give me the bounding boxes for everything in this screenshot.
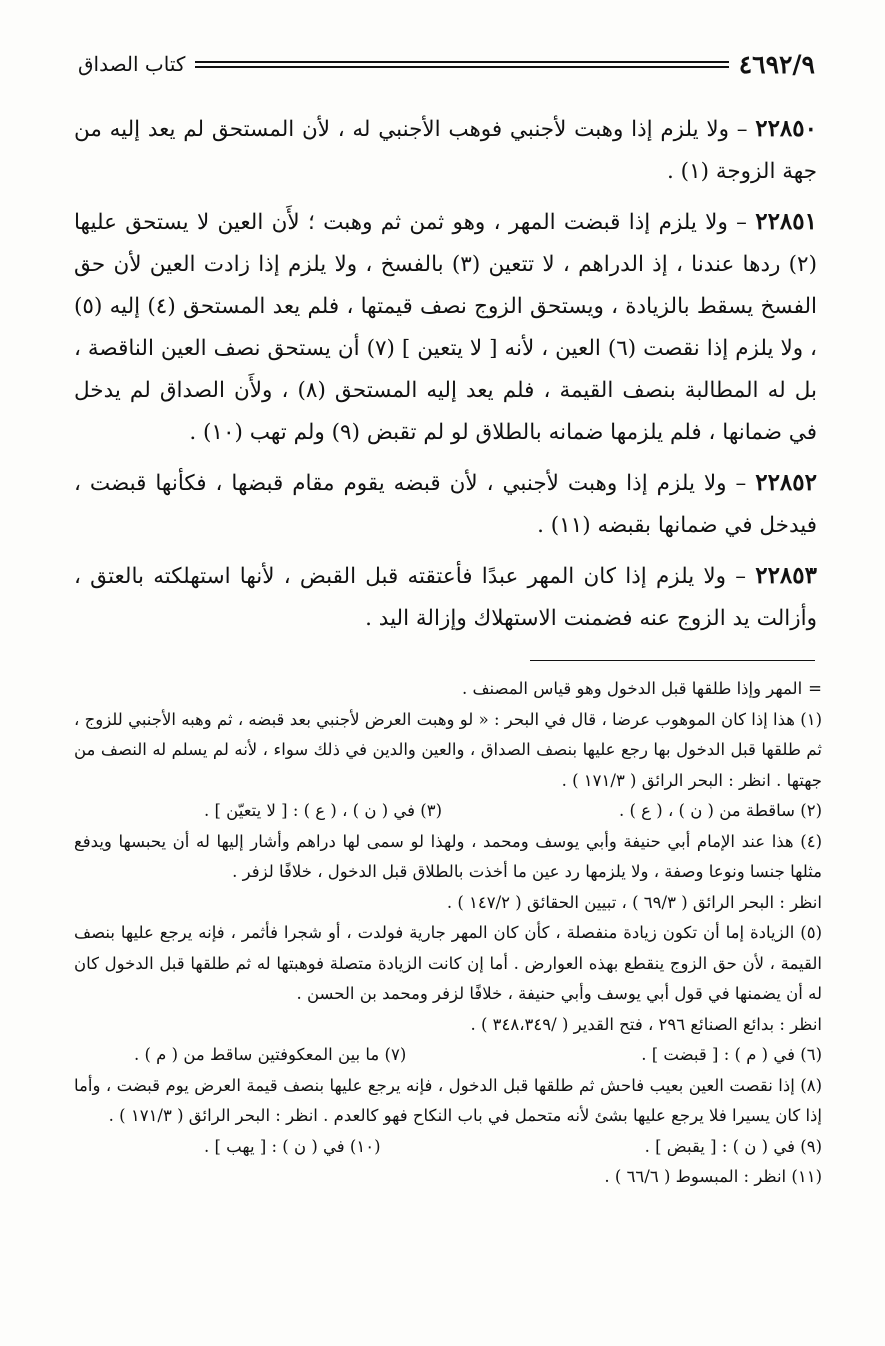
footnotes xyxy=(74,674,822,1193)
running-header xyxy=(78,44,815,84)
paragraph-text: – ولا يلزم إذا وهبت لأجنبي فوهب الأجنبي له ، لأن المستحق لم يعد إليه من جهة الزوجة (١) . xyxy=(74,117,817,184)
page-number: ٤٦٩٢/٩ xyxy=(738,49,815,79)
paragraph-text: – ولا يلزم إذا وهبت لأجنبي ، لأن قبضه يقوم مقام قبضها ، فكأنها قبضت ، فيدخل في ضمانها بقبضه (١١) . xyxy=(74,471,817,538)
paragraph-22853 xyxy=(74,555,817,640)
footnote-4-reference: انظر : البحر الرائق ( ٦٩/٣ ) ، تبيين الحقائق ( ١٤٧/٢ ) . xyxy=(446,892,822,912)
footnote-5-reference: انظر : بدائع الصنائع ٢٩٦ ، فتح القدير ( /٣٤٨،٣٤٩ ) . xyxy=(470,1014,822,1034)
header-rule xyxy=(195,61,728,68)
book-title: كتاب الصداق xyxy=(78,52,186,76)
paragraph-number: ٢٢٨٥١ xyxy=(755,208,817,235)
footnote-4: (٤) هذا عند الإمام أبي حنيفة وأبي يوسف ومحمد ، ولهذا لو سمى لها دراهم وأشار إليها له أن يحبسها ويدفع مثلها جنسا ونوعا وصفة ، ولا يلزمها رد عين ما أخذت بالطلاق قبل الدخول ، خلافًا لزفر . xyxy=(74,831,822,881)
paragraph-text: – ولا يلزم إذا كان المهر عبدًا فأعتقته قبل القبض ، لأنها استهلكته بالعتق ، وأزالت يد الزوج عنه فضمنت الاستهلاك وإزالة اليد . xyxy=(74,564,817,631)
paragraph-22852 xyxy=(74,462,817,547)
footnote-7: (٧) ما بين المعكوفتين ساقط من ( م ) . xyxy=(134,1045,407,1064)
footnote-11: (١١) انظر : المبسوط ( ٦٦/٦ ) . xyxy=(604,1167,822,1186)
paragraph-22851 xyxy=(74,201,817,454)
paragraph-text: – ولا يلزم إذا قبضت المهر ، وهو ثمن ثم وهبت ؛ لأَن العين لا يستحق عليها (٢) ردها عندنا ، إذ الدراهم ، لا تتعين (٣) بالفسخ ، ولا يلزم إذا زادت العين لأن حق الفسخ يسقط بالزيادة ، ويستحق الزوج نصف قيمتها ، فلم يعد المستحق (٤) إليه (٥) ، ولا يلزم إذا نقصت (٦) العين ، لأنه [ لا يتعين ] (٧) أن يستحق نصف العين الناقصة ، بل له المطالبة بنصف القيمة ، فلم يعد إليه المستحق (٨) ، ولأَن الصداق لم يدخل في ضمانها ، فلم يلزمها ضمانه بالطلاق لو لم تقبض (٩) ولم تهب (١٠) . xyxy=(74,210,817,445)
footnote-divider xyxy=(530,660,815,661)
paragraph-number: ٢٢٨٥٣ xyxy=(755,562,817,589)
footnote-continuation: =المهر وإذا طلقها قبل الدخول وهو قياس المصنف . xyxy=(461,679,822,698)
continuation-mark: = xyxy=(808,679,822,698)
footnote-row xyxy=(74,796,822,827)
footnote-row xyxy=(74,1040,822,1071)
paragraph-22850 xyxy=(74,108,817,193)
footnote-2: (٢) ساقطة من ( ن ) ، ( ع ) . xyxy=(619,801,822,820)
footnote-9: (٩) في ( ن ) : [ يقبض ] . xyxy=(644,1136,822,1156)
footnote-row xyxy=(74,1132,822,1163)
footnote-8: (٨) إذا نقصت العين بعيب فاحش ثم طلقها قبل الدخول ، فإنه يرجع عليها بنصف قيمة العرض يوم قبضت ، وأما إذا كان يسيرا فلا يرجع عليها بشئ لأنه متحمل في باب النكاح فهو كالعدم . انظر : البحر الرائق ( ١٧١/٣ ) . xyxy=(74,1075,822,1125)
paragraph-number: ٢٢٨٥٠ xyxy=(755,115,817,142)
footnote-6: (٦) في ( م ) : [ قبضت ] . xyxy=(641,1045,822,1064)
footnote-1: (١) هذا إذا كان الموهوب عرضا ، قال في البحر : « لو وهبت العرض لأجنبي بعد قبضه ، ثم وهبه الأجنبي للزوج ، ثم طلقها قبل الدخول بها رجع عليها بنصف الصداق ، والعين والدين في ذلك سواء ، لأنه لم يسلم له النصف من جهتها . انظر : البحر الرائق ( ١٧١/٣ ) . xyxy=(74,709,822,790)
footnote-10: (١٠) في ( ن ) : [ يهب ] . xyxy=(204,1136,381,1156)
footnote-3: (٣) في ( ن ) ، ( ع ) : [ لا يتعيّن ] . xyxy=(204,801,443,820)
main-text xyxy=(74,108,817,648)
footnote-5: (٥) الزيادة إما أن تكون زيادة منفصلة ، كأن كان المهر جارية فولدت ، أو شجرا فأثمر ، فإنه يرجع عليها بنصف القيمة ، لأن حق الزوج ينقطع بهذه العوارض . أما إن كانت الزيادة متصلة فوهبتها له ثم طلقها قبل الدخول كان له أن يضمنها في قول أبي يوسف وأبي حنيفة ، خلافًا لزفر ومحمد بن الحسن . xyxy=(74,923,822,1003)
paragraph-number: ٢٢٨٥٢ xyxy=(755,469,817,496)
